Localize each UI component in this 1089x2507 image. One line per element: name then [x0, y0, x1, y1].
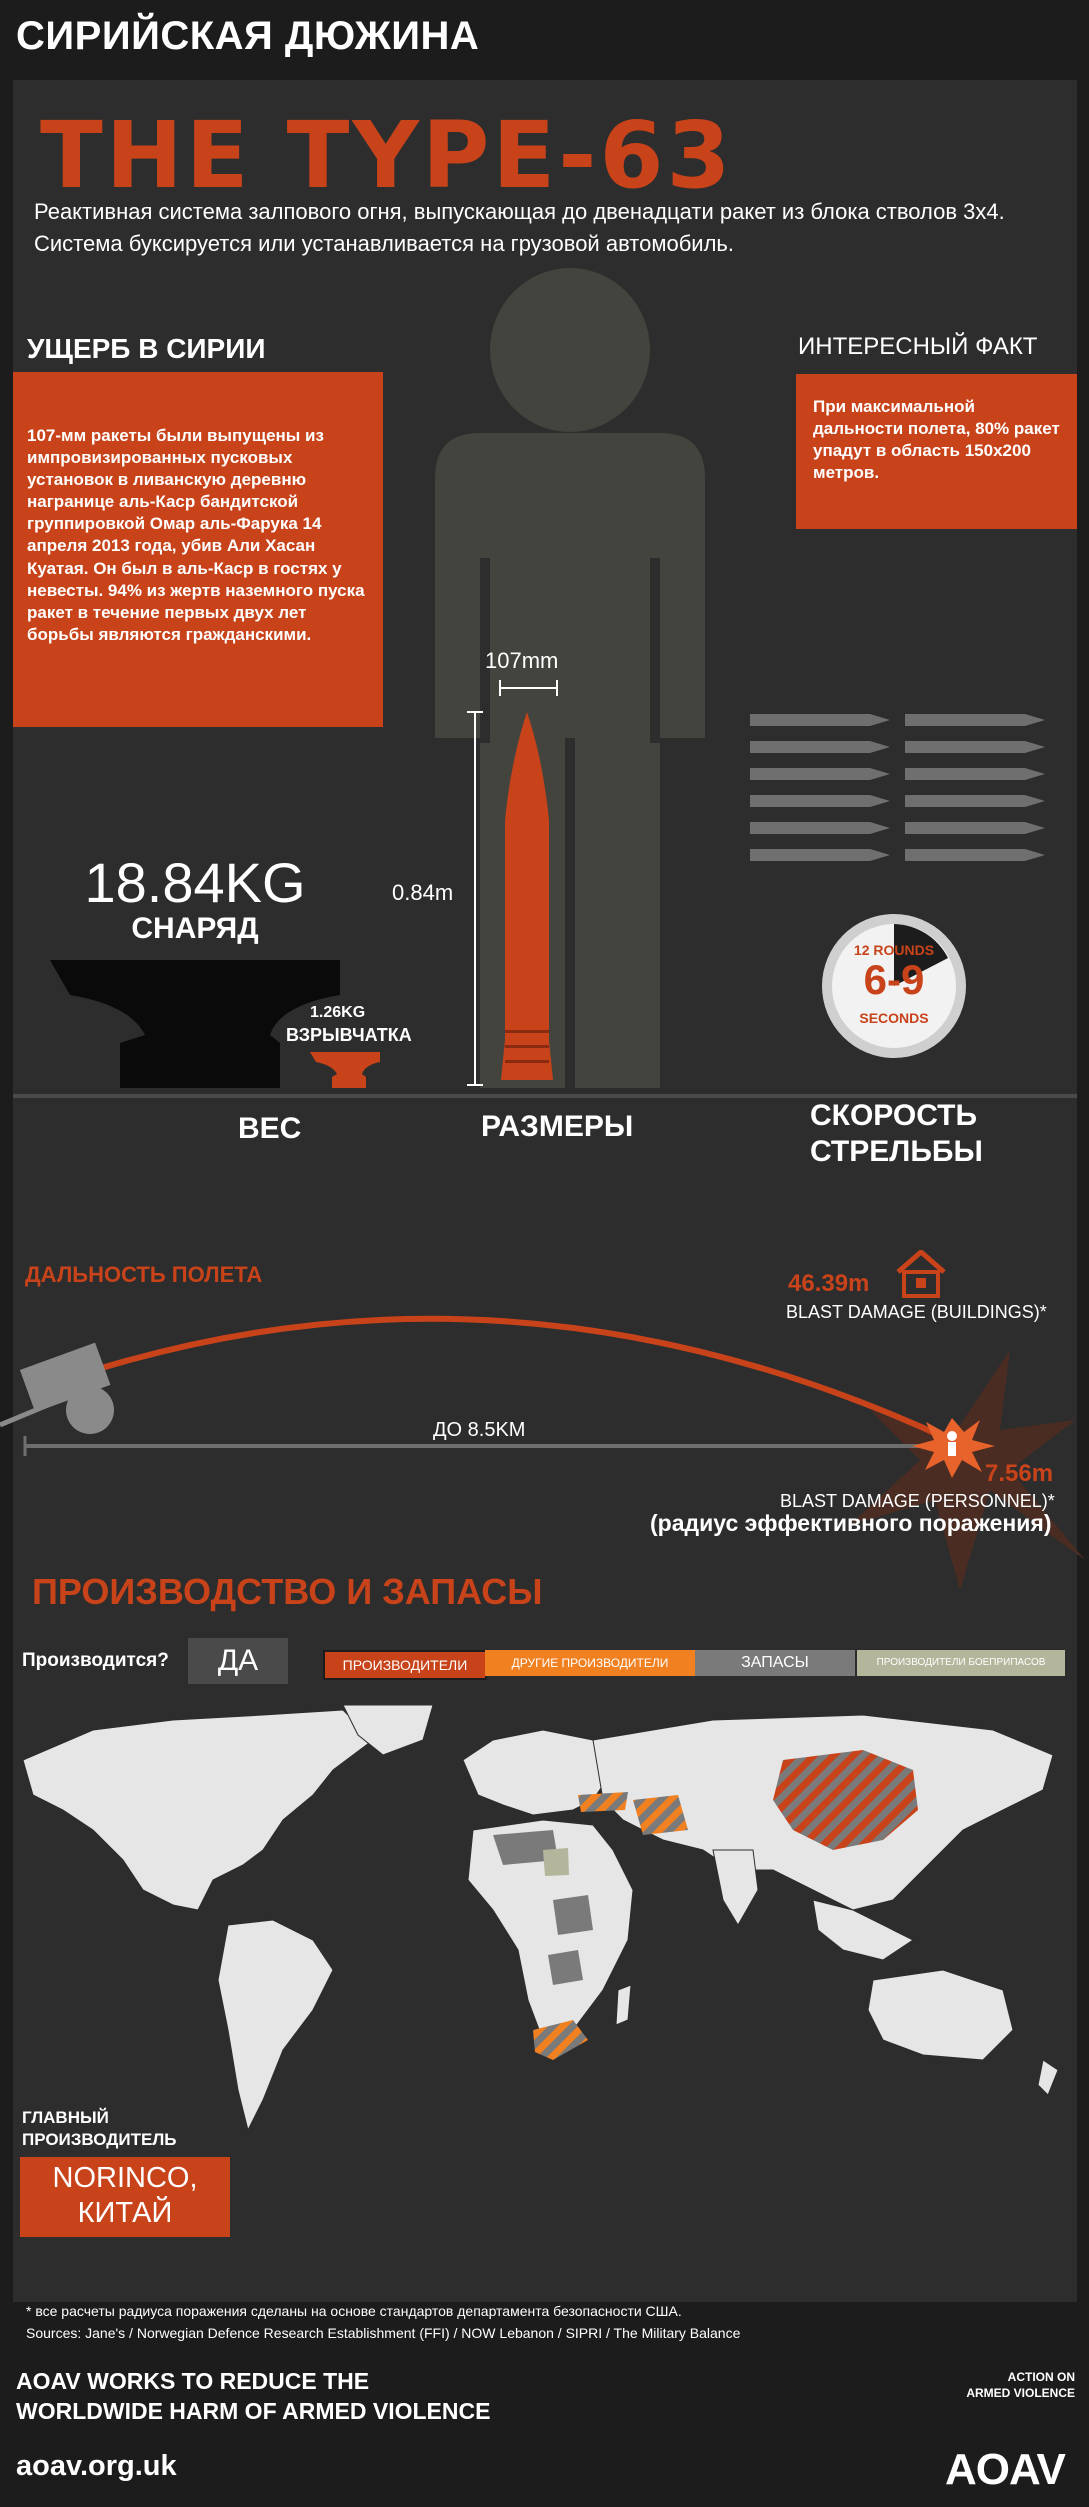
- weight-value: 18.84KG: [84, 851, 306, 914]
- launcher-icon: [0, 1343, 114, 1434]
- explosive-value: 1.26KG: [310, 1004, 366, 1021]
- diameter-label: 107mm: [485, 648, 559, 673]
- madagascar: [616, 1985, 631, 2025]
- footnote: * все расчеты радиуса поражения сделаны на основе стандартов департамента безопасности США.: [26, 2303, 682, 2319]
- personnel-blast-label: BLAST DAMAGE (PERSONNEL)*: [780, 1491, 1055, 1511]
- weapon-description: Реактивная система залпового огня, выпускающая до двенадцати ракет из блока стволов 3х4. Система буксируется или устанавливается на грузовой автомобиль.: [34, 199, 1005, 256]
- series-title: СИРИЙСКАЯ ДЮЖИНА: [16, 14, 480, 58]
- produced-answer: ДА: [188, 1638, 288, 1684]
- legend-producers: ПРОИЗВОДИТЕЛИ: [323, 1650, 487, 1680]
- main-producer-value: NORINCO, КИТАЙ: [20, 2157, 230, 2237]
- legend-stockpiles: ЗАПАСЫ: [695, 1650, 855, 1676]
- house-icon: [894, 1250, 948, 1298]
- sources: Sources: Jane's / Norwegian Defence Research Establishment (FFI) / NOW Lebanon / SIPRI / The Military Balance: [26, 2325, 741, 2341]
- main-producer-label: ГЛАВНЫЙ ПРОИЗВОДИТЕЛЬ: [22, 2108, 177, 2150]
- dimensions-section-label: РАЗМЕРЫ: [481, 1110, 634, 1143]
- footer-url[interactable]: aoav.org.uk: [16, 2450, 177, 2482]
- india: [713, 1850, 758, 1925]
- australia: [868, 1970, 1013, 2060]
- footer-mission: AOAV WORKS TO REDUCE THE WORLDWIDE HARM OF ARMED VIOLENCE: [16, 2368, 491, 2424]
- turkey-producer: [578, 1792, 628, 1812]
- rocket-diagram: [465, 670, 585, 1090]
- range-distance: ДО 8.5KM: [433, 1419, 526, 1441]
- rate-section-label: СКОРОСТЬ СТРЕЛЬБЫ: [810, 1099, 983, 1168]
- buildings-blast-value: 46.39m: [788, 1270, 870, 1297]
- new-zealand: [1038, 2060, 1058, 2095]
- personnel-blast-sublabel: (радиус эффективного поражения): [650, 1510, 1052, 1536]
- rocket-body: [501, 712, 553, 1080]
- weight-section-label: ВЕС: [238, 1112, 302, 1145]
- world-map: [13, 1700, 1077, 2140]
- anvil-icon: [50, 955, 350, 1090]
- rate-top: 12 ROUNDS: [853, 942, 935, 958]
- rate-bottom: SECONDS: [859, 1010, 929, 1026]
- aoav-logo: AOAV: [945, 2445, 1065, 2494]
- legend-other-producers: ДРУГИЕ ПРОИЗВОДИТЕЛИ: [485, 1650, 695, 1676]
- fact-text: При максимальной дальности полета, 80% ракет упадут в область 150х200 метров.: [813, 397, 1060, 483]
- explosive-label: ВЗРЫВЧАТКА: [286, 1025, 412, 1045]
- weapon-title: THE TYPE-63: [40, 102, 734, 209]
- produced-question: Производится?: [22, 1650, 169, 1671]
- north-america: [23, 1710, 373, 1910]
- footer-org-name: ACTION ON ARMED VIOLENCE: [966, 2370, 1075, 2400]
- legend-ammo-producers: ПРОИЗВОДИТЕЛИ БОЕПРИПАСОВ: [857, 1650, 1065, 1676]
- rate-value: 6-9: [863, 956, 925, 1003]
- damage-heading: УЩЕРБ В СИРИИ: [27, 333, 266, 364]
- southeast-asia: [813, 1900, 913, 1960]
- egypt-ammo: [543, 1848, 569, 1876]
- small-anvil-icon: [310, 1050, 390, 1090]
- south-america: [218, 1920, 333, 2130]
- buildings-blast-label: BLAST DAMAGE (BUILDINGS)*: [786, 1302, 1047, 1322]
- personnel-blast-value: 7.56m: [985, 1460, 1054, 1487]
- weight-label: СНАРЯД: [131, 912, 259, 945]
- range-title: ДАЛЬНОСТЬ ПОЛЕТА: [25, 1262, 263, 1287]
- length-label: 0.84m: [392, 880, 454, 905]
- rounds-icon-grid: [750, 706, 1050, 876]
- damage-text: 107-мм ракеты были выпущены из импровизированных пусковых установок в ливанскую деревню награнице аль-Каср бандитской группировкой Омар аль-Фарука 14 апреля 2013 года, убив Али Хасан Куатая. Он был в аль-Каср в гостях у невесты. 94% из жертв наземного пуска ракет в течение первых двух лет борьбы являются гражданскими.: [27, 426, 365, 644]
- production-title: ПРОИЗВОДСТВО И ЗАПАСЫ: [32, 1571, 543, 1612]
- fact-heading: ИНТЕРЕСНЫЙ ФАКТ: [798, 333, 1038, 360]
